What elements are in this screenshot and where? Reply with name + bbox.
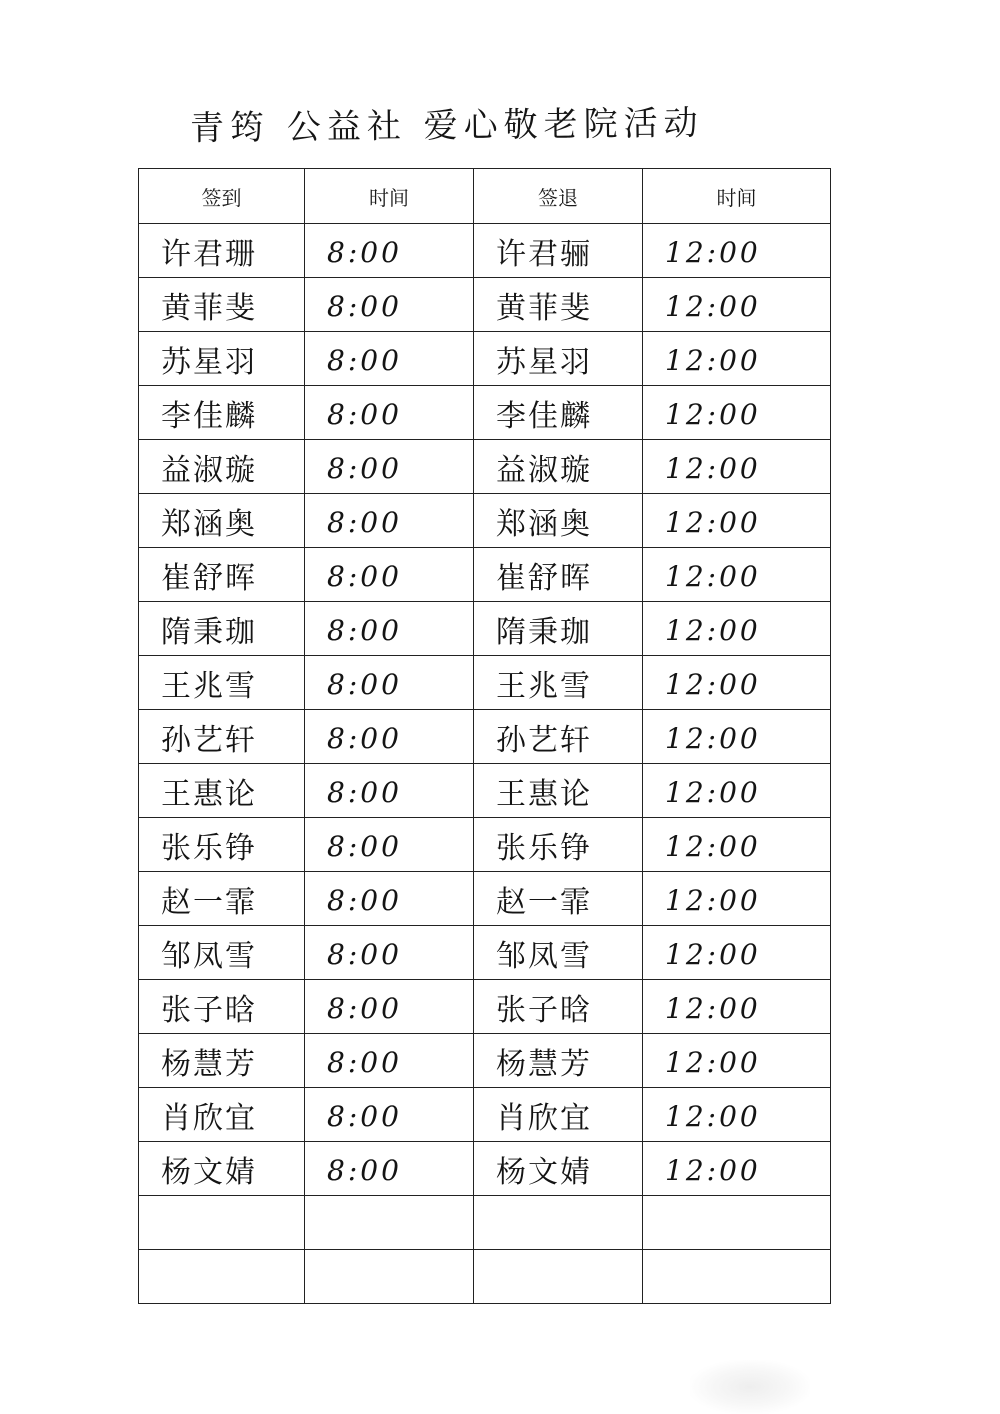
sign-out-name	[474, 1295, 496, 1299]
header-sign-in: 签到	[139, 169, 305, 224]
sign-out-time: 12:00	[665, 560, 761, 593]
sign-out-time-cell	[643, 1034, 831, 1088]
sign-in-time: 8:00	[327, 1100, 402, 1133]
sign-out-time-cell	[643, 1142, 831, 1196]
sign-in-name: 苏星羽	[161, 345, 257, 380]
sign-out-name-cell	[474, 1088, 643, 1142]
sign-in-time-cell	[305, 656, 474, 710]
sign-out-time-cell	[643, 926, 831, 980]
sign-in-name	[139, 1295, 161, 1299]
sign-in-time-cell	[305, 764, 474, 818]
sign-out-name-cell	[474, 980, 643, 1034]
sign-in-time: 8:00	[327, 884, 402, 917]
sign-out-time-cell	[643, 224, 831, 278]
sign-in-name-cell	[139, 1034, 305, 1088]
sign-in-time	[305, 1237, 327, 1245]
sign-in-name-cell	[139, 602, 305, 656]
table-row	[139, 872, 831, 926]
sign-in-name: 李佳麟	[161, 399, 257, 434]
table-row	[139, 1142, 831, 1196]
table-row	[139, 494, 831, 548]
header-time-out: 时间	[643, 169, 831, 224]
sign-in-name	[139, 1241, 161, 1245]
sign-out-time-cell	[643, 332, 831, 386]
sign-out-time-cell	[643, 980, 831, 1034]
sign-in-time: 8:00	[327, 290, 402, 323]
sign-in-time: 8:00	[327, 938, 402, 971]
sign-in-name: 王兆雪	[161, 669, 257, 704]
sign-in-time: 8:00	[327, 722, 402, 755]
sign-out-time-cell	[643, 1250, 831, 1304]
sign-out-time: 12:00	[665, 398, 761, 431]
sign-in-name-cell	[139, 980, 305, 1034]
attendance-table	[138, 168, 831, 1304]
sign-out-name-cell	[474, 710, 643, 764]
sign-in-time: 8:00	[327, 506, 402, 539]
header-row	[139, 169, 831, 224]
sign-in-name: 张子晗	[161, 993, 257, 1028]
sign-in-name-cell	[139, 386, 305, 440]
sign-out-time: 12:00	[665, 236, 761, 269]
sign-out-name-cell	[474, 1196, 643, 1250]
sign-out-name: 孙艺轩	[496, 723, 592, 758]
sign-out-time: 12:00	[665, 290, 761, 323]
sign-in-time: 8:00	[327, 614, 402, 647]
header-sign-out: 签退	[474, 169, 643, 224]
sign-in-name: 邹凤雪	[161, 939, 257, 974]
sign-out-time-cell	[643, 1088, 831, 1142]
sign-in-name: 孙艺轩	[161, 723, 257, 758]
sign-out-time-cell	[643, 278, 831, 332]
sign-in-time: 8:00	[327, 344, 402, 377]
sign-out-name-cell	[474, 926, 643, 980]
sign-out-time-cell	[643, 602, 831, 656]
sign-in-time-cell	[305, 1142, 474, 1196]
sign-in-name-cell	[139, 548, 305, 602]
table-row	[139, 1088, 831, 1142]
sign-out-time: 12:00	[665, 614, 761, 647]
sign-out-name: 邹凤雪	[496, 939, 592, 974]
sign-out-time: 12:00	[665, 830, 761, 863]
sign-out-time: 12:00	[665, 776, 761, 809]
sign-in-name: 杨慧芳	[161, 1047, 257, 1082]
sign-out-name-cell	[474, 224, 643, 278]
sign-out-name-cell	[474, 494, 643, 548]
sign-out-time: 12:00	[665, 722, 761, 755]
sign-in-time-cell	[305, 278, 474, 332]
sign-in-time: 8:00	[327, 830, 402, 863]
sign-in-time-cell	[305, 440, 474, 494]
sign-out-time-cell	[643, 872, 831, 926]
attendance-rows	[139, 224, 831, 1304]
sign-out-name-cell	[474, 548, 643, 602]
sign-out-name-cell	[474, 818, 643, 872]
sign-in-name-cell	[139, 872, 305, 926]
sign-in-time: 8:00	[327, 398, 402, 431]
sign-in-time	[305, 1291, 327, 1299]
scan-shadow	[690, 1360, 810, 1414]
sign-out-time: 12:00	[665, 1154, 761, 1187]
table-row	[139, 980, 831, 1034]
table-row	[139, 764, 831, 818]
sign-out-name-cell	[474, 332, 643, 386]
sign-out-name: 郑涵奥	[496, 507, 592, 542]
sign-out-name: 肖欣宜	[496, 1101, 592, 1136]
sign-in-name-cell	[139, 1250, 305, 1304]
table-row	[139, 332, 831, 386]
header-time-in: 时间	[305, 169, 474, 224]
sign-out-time: 12:00	[665, 668, 761, 701]
table-row	[139, 278, 831, 332]
sign-out-time-cell	[643, 548, 831, 602]
sign-in-time-cell	[305, 386, 474, 440]
sign-in-time-cell	[305, 1250, 474, 1304]
sign-in-name-cell	[139, 926, 305, 980]
sign-in-time-cell	[305, 332, 474, 386]
sign-in-name: 张乐铮	[161, 831, 257, 866]
sign-in-name: 赵一霏	[161, 885, 257, 920]
sign-out-name: 张乐铮	[496, 831, 592, 866]
sign-in-time-cell	[305, 1088, 474, 1142]
sign-out-time	[643, 1237, 665, 1245]
sign-out-time: 12:00	[665, 884, 761, 917]
sign-in-name: 黄菲斐	[161, 291, 257, 326]
sign-in-time: 8:00	[327, 560, 402, 593]
sign-out-name-cell	[474, 1250, 643, 1304]
sign-in-name: 许君珊	[161, 237, 257, 272]
sign-out-time-cell	[643, 1196, 831, 1250]
sign-in-name-cell	[139, 818, 305, 872]
sign-out-name: 杨慧芳	[496, 1047, 592, 1082]
table-row	[139, 710, 831, 764]
sign-in-time-cell	[305, 1034, 474, 1088]
sign-out-time-cell	[643, 494, 831, 548]
sign-in-name: 肖欣宜	[161, 1101, 257, 1136]
sign-in-time-cell	[305, 548, 474, 602]
sign-out-time: 12:00	[665, 1046, 761, 1079]
sign-out-time: 12:00	[665, 938, 761, 971]
sign-out-name-cell	[474, 764, 643, 818]
sign-out-name: 益淑璇	[496, 453, 592, 488]
sign-in-time-cell	[305, 926, 474, 980]
sign-in-name-cell	[139, 1142, 305, 1196]
sign-in-name-cell	[139, 224, 305, 278]
table-row	[139, 926, 831, 980]
sign-in-time-cell	[305, 710, 474, 764]
sign-out-time: 12:00	[665, 992, 761, 1025]
sign-out-name-cell	[474, 872, 643, 926]
sign-in-time: 8:00	[327, 668, 402, 701]
table-row	[139, 386, 831, 440]
sign-in-time-cell	[305, 872, 474, 926]
sign-in-time-cell	[305, 602, 474, 656]
sign-out-time: 12:00	[665, 1100, 761, 1133]
sign-in-time: 8:00	[327, 1046, 402, 1079]
sign-out-name-cell	[474, 602, 643, 656]
sign-in-name: 益淑璇	[161, 453, 257, 488]
table-row	[139, 656, 831, 710]
sign-out-name: 黄菲斐	[496, 291, 592, 326]
sign-in-name-cell	[139, 764, 305, 818]
sign-out-name: 崔舒晖	[496, 561, 592, 596]
sign-out-name-cell	[474, 1142, 643, 1196]
sign-in-time-cell	[305, 224, 474, 278]
sign-out-time-cell	[643, 764, 831, 818]
sign-out-name: 苏星羽	[496, 345, 592, 380]
sign-out-time-cell	[643, 710, 831, 764]
table-row	[139, 440, 831, 494]
sign-in-name-cell	[139, 278, 305, 332]
sign-in-name: 崔舒晖	[161, 561, 257, 596]
sign-out-name: 隋秉珈	[496, 615, 592, 650]
sign-out-name-cell	[474, 1034, 643, 1088]
sign-in-time: 8:00	[327, 992, 402, 1025]
sign-in-time: 8:00	[327, 236, 402, 269]
table-row	[139, 1250, 831, 1304]
sign-in-name-cell	[139, 494, 305, 548]
table-row	[139, 224, 831, 278]
sign-in-name: 郑涵奥	[161, 507, 257, 542]
table-row	[139, 1034, 831, 1088]
sign-in-name-cell	[139, 656, 305, 710]
sign-out-time-cell	[643, 386, 831, 440]
sign-out-name-cell	[474, 440, 643, 494]
sign-out-time: 12:00	[665, 452, 761, 485]
sign-out-name-cell	[474, 278, 643, 332]
sign-out-name: 王惠论	[496, 777, 592, 812]
sign-in-name-cell	[139, 1088, 305, 1142]
table-row	[139, 548, 831, 602]
sign-in-time: 8:00	[327, 776, 402, 809]
sign-out-name	[474, 1241, 496, 1245]
sign-in-name: 王惠论	[161, 777, 257, 812]
sign-out-name: 赵一霏	[496, 885, 592, 920]
sign-in-time-cell	[305, 1196, 474, 1250]
sign-out-name-cell	[474, 386, 643, 440]
sign-in-time: 8:00	[327, 452, 402, 485]
table-row	[139, 1196, 831, 1250]
sign-out-name: 杨文婧	[496, 1155, 592, 1190]
sign-in-name-cell	[139, 1196, 305, 1250]
sign-out-time: 12:00	[665, 506, 761, 539]
sign-in-time: 8:00	[327, 1154, 402, 1187]
sign-in-name: 杨文婧	[161, 1155, 257, 1190]
sign-in-name-cell	[139, 332, 305, 386]
sign-in-time-cell	[305, 494, 474, 548]
sign-out-time	[643, 1291, 665, 1299]
sign-out-time-cell	[643, 440, 831, 494]
sign-out-name: 许君骊	[496, 237, 592, 272]
sign-in-time-cell	[305, 980, 474, 1034]
sign-in-name-cell	[139, 440, 305, 494]
sign-out-name: 李佳麟	[496, 399, 592, 434]
sign-out-name-cell	[474, 656, 643, 710]
sign-in-name-cell	[139, 710, 305, 764]
sign-out-name: 张子晗	[496, 993, 592, 1028]
sign-out-time-cell	[643, 818, 831, 872]
sign-out-name: 王兆雪	[496, 669, 592, 704]
sign-in-name: 隋秉珈	[161, 615, 257, 650]
sign-in-time-cell	[305, 818, 474, 872]
sign-out-time-cell	[643, 656, 831, 710]
table-row	[139, 602, 831, 656]
page-title: 青筠 公益社 爱心敬老院活动	[189, 103, 704, 149]
table-row	[139, 818, 831, 872]
sign-out-time: 12:00	[665, 344, 761, 377]
